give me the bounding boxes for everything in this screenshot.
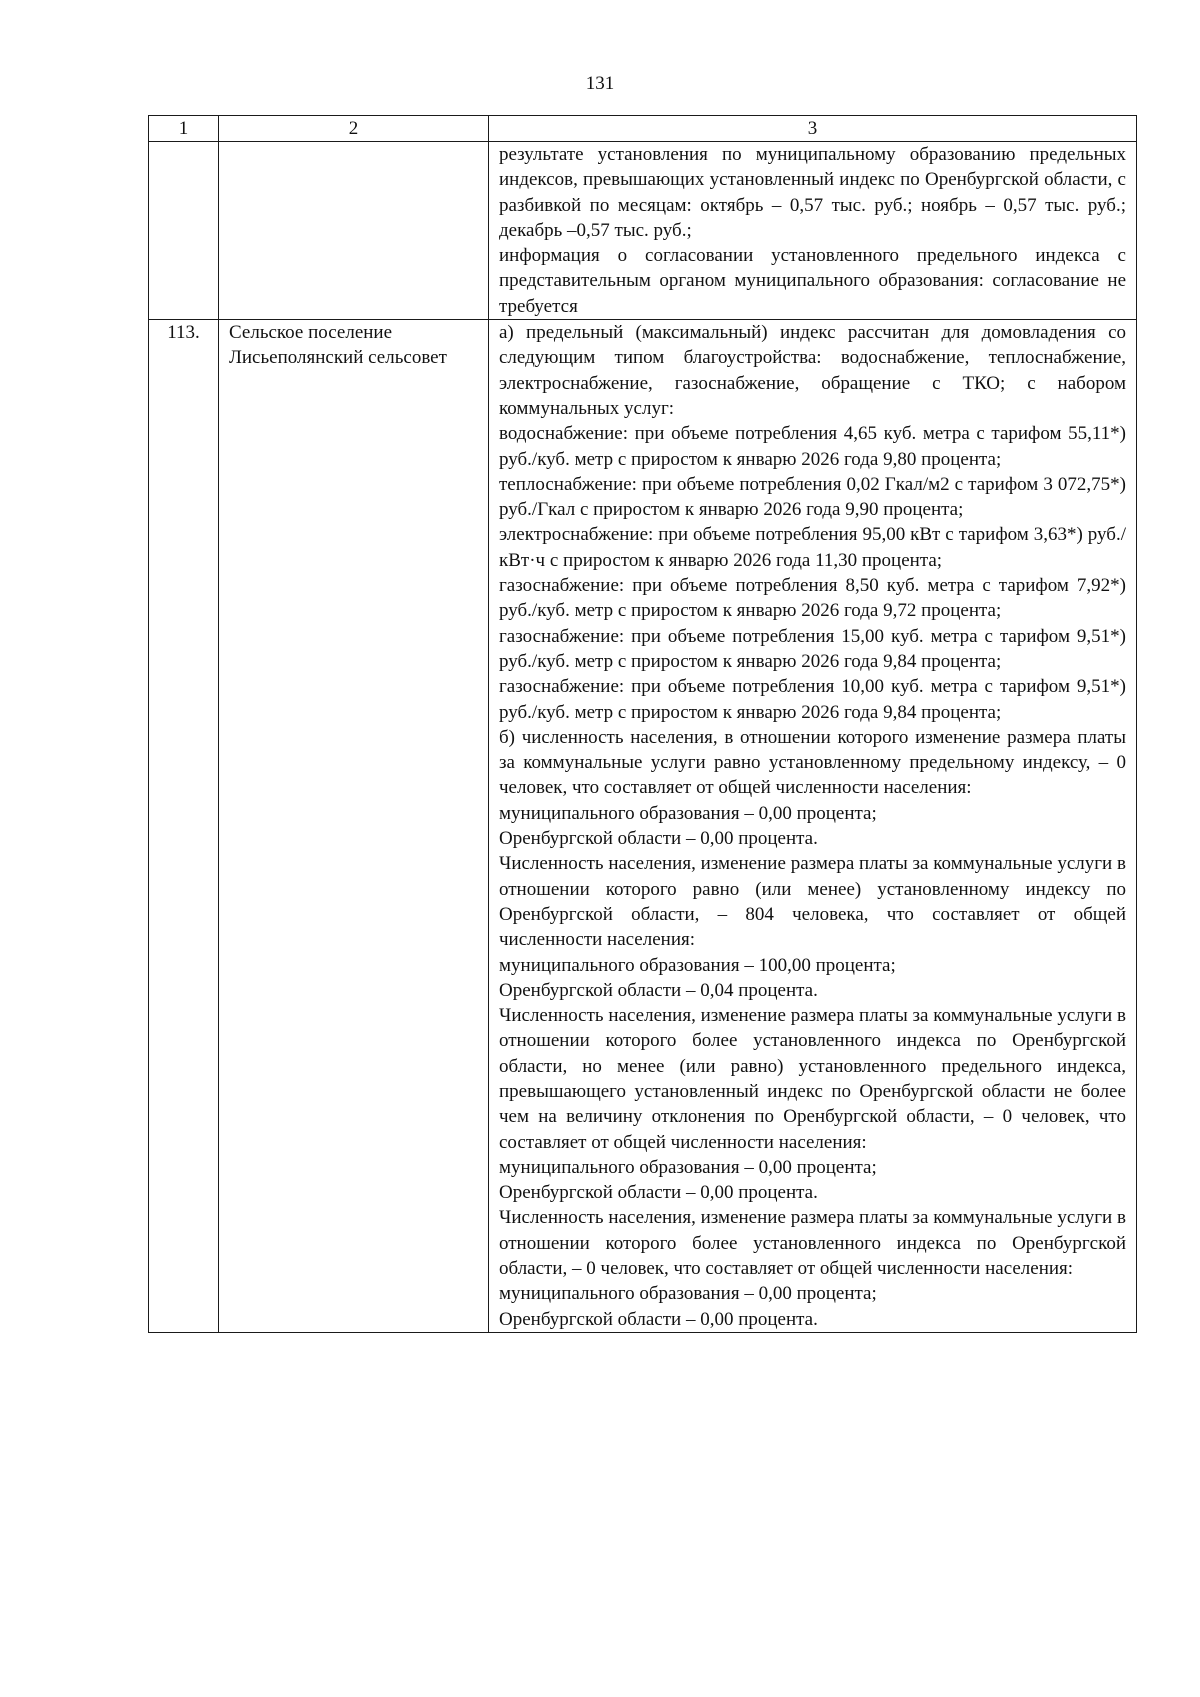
- row-paragraph: Численность населения, изменение размера платы за коммунальные услуги в отношении которого более установленного индекса по Оренбургской области, – 0 человек, что составляет от общей численности населения:: [499, 1207, 1126, 1280]
- row-paragraph: Оренбургской области – 0,00 процента.: [499, 1182, 818, 1204]
- municipality-name: Сельское поселение Лисьеполянский сельсовет: [219, 320, 489, 1333]
- document-table: [148, 115, 1137, 1333]
- row-paragraph: газоснабжение: при объеме потребления 15,00 куб. метра с тарифом 9,51*) руб./куб. метр с приростом к январю 2026 года 9,84 процента;: [499, 625, 1126, 672]
- row-paragraph: газоснабжение: при объеме потребления 8,50 куб. метра с тарифом 7,92*) руб./куб. метр с приростом к январю 2026 года 9,72 процента;: [499, 575, 1126, 622]
- column-header-3: 3: [489, 116, 1137, 142]
- row-paragraph: Оренбургской области – 0,04 процента.: [499, 979, 818, 1001]
- row-paragraph: Оренбургской области – 0,00 процента.: [499, 1308, 818, 1330]
- column-header-2: 2: [219, 116, 489, 142]
- continuation-paragraph: результате установления по муниципальному образованию предельных индексов, превышающих установленный индекс по Оренбургской области, с разбивкой по месяцам: октябрь – 0,57 тыс. руб.; ноябрь – 0,57 тыс. руб.; декабрь –0,57 тыс. руб.;: [499, 144, 1126, 241]
- continuation-name-cell: [219, 142, 489, 320]
- row-paragraph: б) численность населения, в отношении которого изменение размера платы за коммунальные услуги равно установленному предельному индексу, – 0 человек, что составляет от общей численности населения:: [499, 726, 1126, 799]
- row-paragraph: газоснабжение: при объеме потребления 10,00 куб. метра с тарифом 9,51*) руб./куб. метр с приростом к январю 2026 года 9,84 процента;: [499, 676, 1126, 723]
- continuation-row: [149, 142, 1137, 320]
- continuation-number-cell: [149, 142, 219, 320]
- row-paragraph: муниципального образования – 0,00 процента;: [499, 1156, 877, 1178]
- row-paragraph: а) предельный (максимальный) индекс рассчитан для домовладения со следующим типом благоустройства: водоснабжение, теплоснабжение, электроснабжение, газоснабжение, обращение с ТКО; с набором коммунальных услуг:: [499, 322, 1126, 419]
- row-text-cell: [489, 320, 1137, 1333]
- table-header-row: [149, 116, 1137, 142]
- page-number: 131: [585, 73, 615, 94]
- continuation-paragraph: информация о согласовании установленного предельного индекса с представительным органом муниципального образования: согласование не требуется: [499, 245, 1126, 317]
- row-paragraph: Численность населения, изменение размера платы за коммунальные услуги в отношении которого более установленного индекса по Оренбургской области, но менее (или равно) установленного предельного индекса, превышающего установленный индекс по Оренбургской области не более чем на величину отклонения по Оренбургской области, – 0 человек, что составляет от общей численности населения:: [499, 1005, 1126, 1153]
- continuation-text-cell: [489, 142, 1137, 320]
- row-paragraph: Оренбургской области – 0,00 процента.: [499, 828, 818, 850]
- row-paragraph: электроснабжение: при объеме потребления 95,00 кВт с тарифом 3,63*) руб./кВт·ч с приростом к январю 2026 года 11,30 процента;: [499, 524, 1126, 571]
- row-paragraph: водоснабжение: при объеме потребления 4,65 куб. метра с тарифом 55,11*) руб./куб. метр с приростом к январю 2026 года 9,80 процента;: [499, 423, 1126, 470]
- row-paragraph: муниципального образования – 0,00 процента;: [499, 1283, 877, 1305]
- row-paragraph: теплоснабжение: при объеме потребления 0,02 Гкал/м2 с тарифом 3 072,75*) руб./Гкал с приростом к январю 2026 года 9,90 процента;: [499, 473, 1126, 521]
- column-header-1: 1: [149, 116, 219, 142]
- row-paragraph: муниципального образования – 0,00 процента;: [499, 802, 877, 824]
- row-paragraph: Численность населения, изменение размера платы за коммунальные услуги в отношении которого равно (или менее) установленному индексу по Оренбургской области, – 804 человека, что составляет от общей численности населения:: [499, 853, 1126, 951]
- row-paragraph: муниципального образования – 100,00 процента;: [499, 954, 896, 976]
- row-number: 113.: [149, 320, 219, 1333]
- table-row: [149, 320, 1137, 1333]
